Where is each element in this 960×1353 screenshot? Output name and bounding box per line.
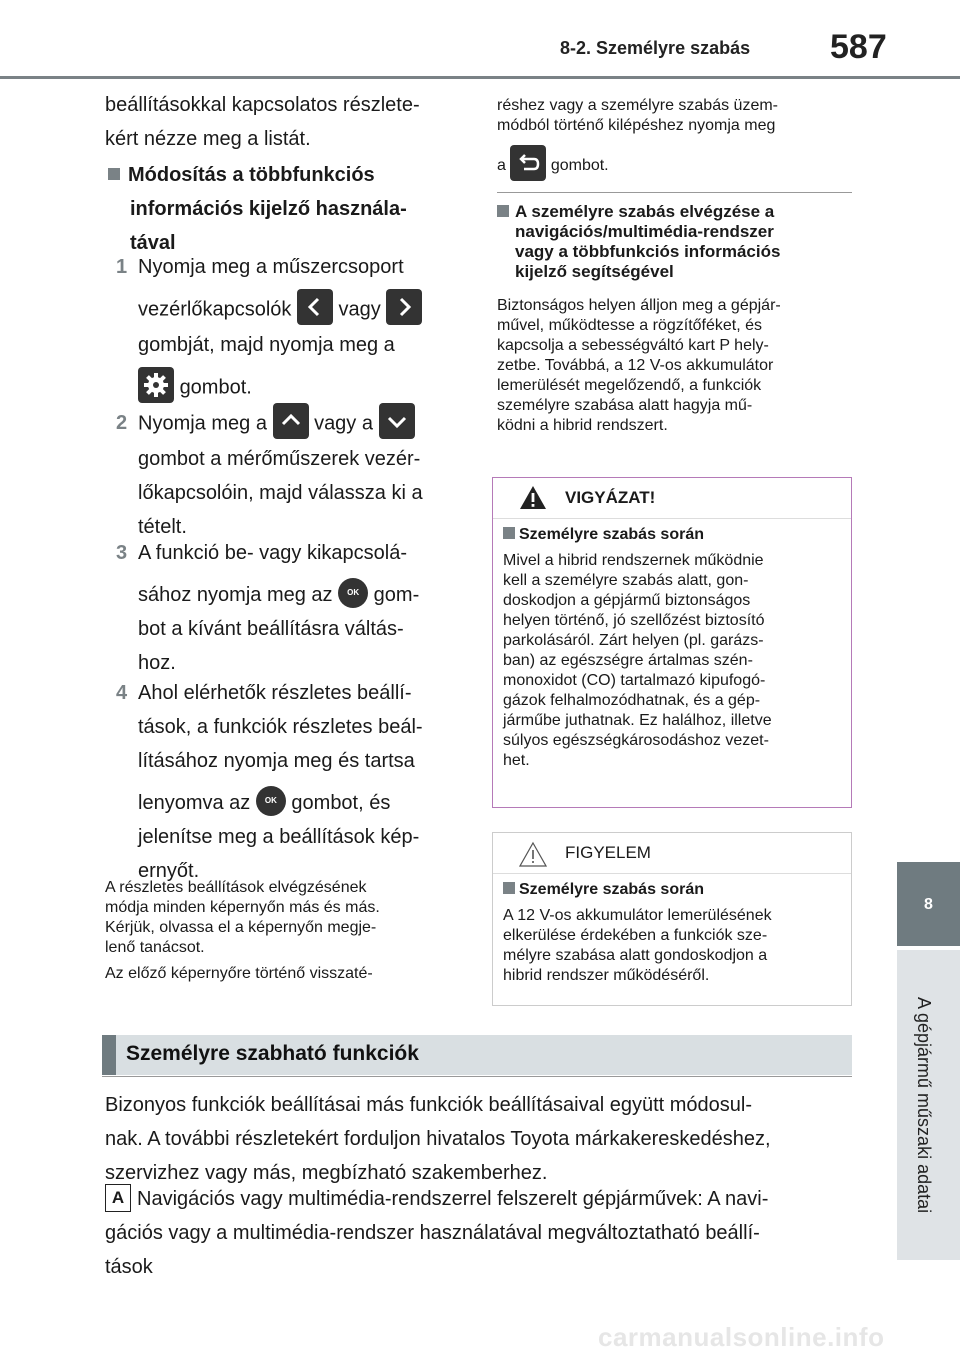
step-number: 3 — [116, 542, 128, 564]
text-line: bot a kívánt beállításra váltás- — [138, 618, 404, 640]
text-line: lenyomva az — [138, 792, 251, 814]
divider — [497, 192, 852, 193]
page-number: 587 — [830, 28, 887, 66]
text-line: vagy — [338, 298, 381, 321]
caution-box — [492, 477, 852, 808]
text-line: gációs vagy a multimédia-rendszer használatával megváltoztatható beállí- — [105, 1222, 760, 1244]
gear-button-icon — [138, 367, 174, 403]
chapter-title: A gépjármű műszaki adatai — [914, 996, 934, 1214]
text-line: monoxidot (CO) tartalmazó kipufogó- — [503, 672, 766, 689]
text-line: ban) az egészségre ártalmas szén- — [503, 652, 753, 669]
watermark: carmanualsonline.info — [598, 1322, 885, 1352]
text-line: Nyomja meg a műszercsoport — [138, 256, 404, 278]
section-item-a — [105, 1182, 768, 1284]
text-line: Biztonságos helyen álljon meg a gépjár- — [497, 297, 781, 314]
step-number: 2 — [116, 412, 128, 435]
text-line: a — [497, 157, 506, 175]
down-arrow-button-icon — [379, 403, 415, 439]
text-line: nak. A további részletekért forduljon hivatalos Toyota márkakereskedéshez, — [105, 1128, 771, 1150]
right-continuation — [497, 96, 778, 184]
subheading-navi — [497, 202, 780, 282]
up-arrow-button-icon — [273, 403, 309, 439]
step-1 — [116, 250, 476, 406]
left-arrow-button-icon — [297, 289, 333, 325]
ok-button-icon: OK — [256, 786, 286, 816]
subheading-line: információs kijelző használa- — [130, 198, 407, 220]
text-line: Ahol elérhetők részletes beállí- — [138, 682, 412, 704]
text-line: ernyőt. — [138, 860, 200, 882]
text-line: beállításokkal kapcsolatos részlete- — [105, 94, 420, 116]
text-line: parkolásáról. Zárt helyen (pl. garázs- — [503, 632, 764, 649]
text-line: hibrid rendszer működéséről. — [503, 967, 710, 984]
section-header-bar — [102, 1035, 852, 1075]
text-line: ködni a hibrid rendszert. — [497, 417, 668, 434]
navi-paragraph — [497, 296, 781, 436]
subheading-line: vagy a többfunkciós információs — [515, 242, 781, 261]
text-line: tások — [105, 1256, 153, 1278]
step-4 — [116, 676, 476, 888]
text-line: kapcsolja a sebességváltó kart P hely- — [497, 337, 769, 354]
text-line: hoz. — [138, 652, 176, 674]
back-button-icon — [510, 145, 546, 181]
text-line: helyen történő, jó szellőzést biztosító — [503, 612, 765, 629]
text-line: elkerülése érdekében a funkciók sze- — [503, 927, 768, 944]
text-line: kért nézze meg a listát. — [105, 128, 311, 150]
step-number: 1 — [116, 256, 128, 278]
text-line: Nyomja meg a — [138, 412, 267, 435]
subheading-line: kijelző segítségével — [515, 262, 674, 281]
subheading-mfd — [108, 158, 407, 260]
text-line: zetbe. Továbbá, a 12 V-os akkumulátor — [497, 357, 774, 374]
text-line: gázok felhalmozódhatnak, és a gép- — [503, 692, 761, 709]
caution-outline-icon — [519, 841, 547, 867]
text-line: gombot. — [179, 376, 252, 399]
text-line: sához nyomja meg az — [138, 584, 333, 606]
item-label-a: A — [105, 1184, 131, 1212]
text-line: Mivel a hibrid rendszernek működnie — [503, 552, 764, 569]
text-line: Navigációs vagy multimédia-rendszerrel felszerelt gépjárművek: A navi- — [137, 1188, 769, 1210]
text-line: lításához nyomja meg és tartsa — [138, 750, 415, 772]
step-number: 4 — [116, 682, 128, 704]
text-line: kell a személyre szabás alatt, gon- — [503, 572, 749, 589]
ok-button-icon: OK — [338, 578, 368, 608]
bullet-square-icon — [503, 882, 515, 894]
text-line: tások, a funkciók részletes beál- — [138, 716, 423, 738]
text-line: vezérlőkapcsolók — [138, 298, 292, 321]
text-line: módból történő kilépéshez nyomja meg — [497, 117, 776, 134]
section-rule — [102, 1076, 852, 1077]
subheading-line: Módosítás a többfunkciós — [128, 164, 375, 186]
caution-title: VIGYÁZAT! — [565, 488, 656, 507]
header-rule — [0, 76, 960, 79]
text-line: gom- — [373, 584, 420, 606]
text-line: Bizonyos funkciók beállításai más funkciók beállításaival együtt módosul- — [105, 1094, 752, 1116]
text-line: járműbe juthatnak. Ez halálhoz, illetve — [503, 712, 772, 729]
text-line: het. — [503, 752, 530, 769]
bullet-square-icon — [497, 205, 509, 217]
text-line: művel, működtesse a rögzítőféket, és — [497, 317, 763, 334]
notice-box — [492, 832, 852, 1006]
text-line: jelenítse meg a beállítások kép- — [138, 826, 420, 848]
text-line: módja minden képernyőn más és más. — [105, 899, 380, 916]
caution-header — [493, 478, 851, 519]
notice-title: FIGYELEM — [565, 843, 651, 862]
text-line: doskodjon a gépjármű biztonságos — [503, 592, 751, 609]
text-line: réshez vagy a személyre szabás üzem- — [497, 97, 778, 114]
chapter-number: 8 — [924, 896, 933, 913]
text-line: lőkapcsolóin, majd válassza ki a — [138, 482, 423, 504]
text-line: szervizhez vagy más, megbízható szakemberhez. — [105, 1162, 548, 1184]
text-line: Kérjük, olvassa el a képernyőn megje- — [105, 919, 377, 936]
right-arrow-button-icon — [386, 289, 422, 325]
text-line: gombot, és — [291, 792, 391, 814]
intro-text — [105, 88, 420, 156]
warning-icon — [519, 484, 547, 510]
step-2 — [116, 406, 476, 544]
subheading-line: tával — [130, 232, 176, 254]
step-3 — [116, 536, 476, 680]
section-header-title: Személyre szabható funkciók — [126, 1042, 419, 1065]
notice-header — [493, 833, 851, 874]
text-line: személyre szabása alatt hagyja mű- — [497, 397, 753, 414]
text-line: gombot a mérőműszerek vezér- — [138, 448, 421, 470]
text-line: A 12 V-os akkumulátor lemerülésének — [503, 907, 772, 924]
section-title: 8-2. Személyre szabás — [560, 38, 751, 58]
text-line: súlyos egészségkárosodáshoz vezet- — [503, 732, 769, 749]
text-line: tételt. — [138, 516, 187, 538]
text-line: vagy a — [314, 412, 373, 435]
text-line: gombot. — [550, 157, 609, 175]
caution-subheading: Személyre szabás során — [519, 526, 704, 543]
text-line: lemerülését megelőzendő, a funkciók — [497, 377, 762, 394]
note-return: Az előző képernyőre történő visszaté- — [105, 965, 373, 982]
note-detailed-settings — [105, 878, 380, 958]
text-line: A részletes beállítások elvégzésének — [105, 879, 367, 896]
subheading-line: navigációs/multimédia-rendszer — [515, 222, 774, 241]
bullet-square-icon — [108, 168, 120, 180]
text-line: mélyre szabása alatt gondoskodjon a — [503, 947, 768, 964]
section-body — [105, 1088, 771, 1190]
text-line: lenő tanácsot. — [105, 939, 205, 956]
text-line: A funkció be- vagy kikapcsolá- — [138, 542, 408, 564]
bullet-square-icon — [503, 527, 515, 539]
subheading-line: A személyre szabás elvégzése a — [515, 202, 775, 221]
text-line: gombját, majd nyomja meg a — [138, 334, 395, 356]
notice-subheading: Személyre szabás során — [519, 881, 704, 898]
